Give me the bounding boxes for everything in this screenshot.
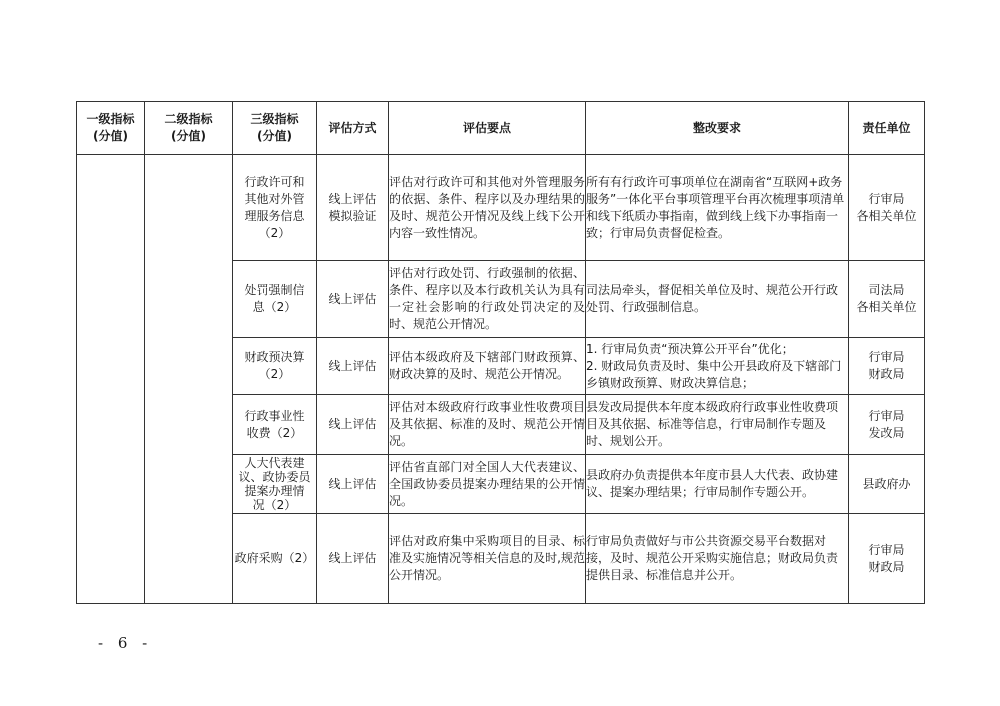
header-level3: 三级指标 (分值) bbox=[233, 102, 317, 155]
requirements-cell: 1. 行审局负责“预决算公开平台”优化； 2. 财政局负责及时、集中公开县政府及下辖部门乡镇财政预算、财政决算信息； bbox=[586, 338, 849, 395]
method-cell: 线上评估 bbox=[317, 261, 389, 338]
header-level2: 二级指标 (分值) bbox=[145, 102, 233, 155]
level3-cell: 财政预决算 （2） bbox=[233, 338, 317, 395]
level1-cell bbox=[77, 155, 145, 604]
method-cell: 线上评估 bbox=[317, 455, 389, 514]
level2-cell bbox=[145, 155, 233, 604]
points-cell: 评估省直部门对全国人大代表建议、全国政协委员提案办理结果的公开情况。 bbox=[389, 455, 586, 514]
points-cell: 评估对行政许可和其他对外管理服务的依据、条件、程序以及办理结果的及时、规范公开情况及线上线下公开内容一致性情况。 bbox=[389, 155, 586, 261]
table-row bbox=[77, 155, 925, 261]
method-cell: 线上评估 模拟验证 bbox=[317, 155, 389, 261]
method-cell: 线上评估 bbox=[317, 338, 389, 395]
unit-cell: 司法局 各相关单位 bbox=[849, 261, 925, 338]
header-points: 评估要点 bbox=[389, 102, 586, 155]
table-header-row bbox=[77, 102, 925, 155]
level3-cell: 处罚强制信 息（2） bbox=[233, 261, 317, 338]
requirements-cell: 所有有行政许可事项单位在湖南省“互联网+政务服务”一体化平台事项管理平台再次梳理事项清单和线下纸质办事指南，做到线上线下办事指南一致；行审局负责督促检查。 bbox=[586, 155, 849, 261]
requirements-cell: 司法局牵头，督促相关单位及时、规范公开行政处罚、行政强制信息。 bbox=[586, 261, 849, 338]
unit-cell: 县政府办 bbox=[849, 455, 925, 514]
points-cell: 评估对行政处罚、行政强制的依据、条件、程序以及本行政机关认为具有一定社会影响的行政处罚决定的及时、规范公开情况。 bbox=[389, 261, 586, 338]
method-cell: 线上评估 bbox=[317, 395, 389, 455]
requirements-cell: 县政府办负责提供本年度市县人大代表、政协建议、提案办理结果；行审局制作专题公开。 bbox=[586, 455, 849, 514]
points-cell: 评估对政府集中采购项目的目录、标准及实施情况等相关信息的及时,规范公开情况。 bbox=[389, 514, 586, 604]
points-cell: 评估对本级政府行政事业性收费项目及其依据、标准的及时、规范公开情况。 bbox=[389, 395, 586, 455]
level3-cell: 行政事业性 收费（2） bbox=[233, 395, 317, 455]
evaluation-table bbox=[76, 101, 925, 604]
level3-cell: 政府采购（2） bbox=[233, 514, 317, 604]
requirements-cell: 县发改局提供本年度本级政府行政事业性收费项目及其依据、标准等信息，行审局制作专题及时、规划公开。 bbox=[586, 395, 849, 455]
level3-cell: 行政许可和 其他对外管 理服务信息 （2） bbox=[233, 155, 317, 261]
unit-cell: 行审局 各相关单位 bbox=[849, 155, 925, 261]
page-number: - 6 - bbox=[98, 634, 153, 652]
points-cell: 评估本级政府及下辖部门财政预算、财政决算的及时、规范公开情况。 bbox=[389, 338, 586, 395]
header-unit: 责任单位 bbox=[849, 102, 925, 155]
header-method: 评估方式 bbox=[317, 102, 389, 155]
header-level1: 一级指标 (分值) bbox=[77, 102, 145, 155]
unit-cell: 行审局 财政局 bbox=[849, 338, 925, 395]
requirements-cell: 行审局负责做好与市公共资源交易平台数据对接，及时、规范公开采购实施信息；财政局负责提供目录、标准信息并公开。 bbox=[586, 514, 849, 604]
header-requirements: 整改要求 bbox=[586, 102, 849, 155]
method-cell: 线上评估 bbox=[317, 514, 389, 604]
level3-cell: 人大代表建 议、政协委员 提案办理情 况（2） bbox=[233, 455, 317, 514]
unit-cell: 行审局 发改局 bbox=[849, 395, 925, 455]
unit-cell: 行审局 财政局 bbox=[849, 514, 925, 604]
